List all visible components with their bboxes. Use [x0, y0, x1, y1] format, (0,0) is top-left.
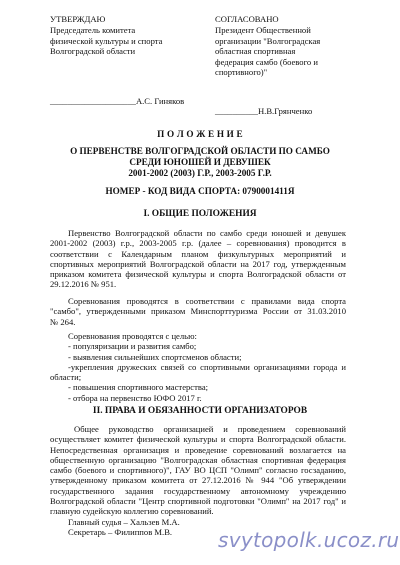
agreement-block	[215, 14, 320, 77]
text-line: приказом комитета физической культуры и спорта Волгоградской области от	[50, 269, 346, 280]
goals-list	[50, 331, 346, 403]
list-item: - выявления сильнейших спортсменов области;	[68, 351, 242, 362]
text-line: 2001-2002 (2003) г.р., 2003-2005 г.р. (далее – соревнования) проводится в	[50, 238, 346, 249]
agreement-line: областная спортивная	[215, 46, 296, 57]
section-heading: II. ПРАВА И ОБЯЗАННОСТИ ОРГАНИЗАТОРОВ	[92, 406, 308, 416]
list-item: области;	[50, 372, 82, 383]
paragraph	[50, 424, 346, 537]
text-line: 29.12.2016 № 951.	[50, 279, 117, 290]
agreement-line: спортивного)"	[215, 67, 268, 78]
list-item: - отбора на первенство ЮФО 2017 г.	[68, 392, 202, 403]
list-item: - повышения спортивного мастерства;	[68, 382, 209, 393]
section-heading: I. ОБЩИЕ ПОЛОЖЕНИЯ	[143, 209, 257, 219]
agreement-header: СОГЛАСОВАНО	[215, 14, 279, 24]
text-line: "самбо", утвержденными приказом Минспорттуризма России от 31.03.2010	[50, 306, 346, 317]
text-line: самбо (боевого и спортивного)", ГАУ ВО ЦСП "Олимп" согласно госзаданию,	[50, 465, 346, 476]
paragraph	[50, 228, 346, 290]
approval-signature: ____________________А.С. Гиняков	[50, 96, 185, 106]
text-line: общественную организацию "Волгоградская областная спортивная федерация	[50, 454, 346, 465]
text-line: Непосредственная организация и проведение соревнований возлагается на	[50, 444, 346, 455]
text-line: Соревнования проводятся в соответствии с правилами вида спорта	[68, 296, 346, 306]
paragraph	[50, 296, 346, 327]
approval-line: Председатель комитета	[50, 25, 136, 36]
agreement-line: Президент Общественной	[215, 25, 311, 36]
list-item: -укрепления дружеских связей со спортивными организациями города и	[68, 361, 346, 372]
text-line: государственного задания государственному автономному учреждению	[50, 485, 346, 496]
approval-header: УТВЕРЖДАЮ	[50, 14, 106, 24]
sport-code: НОМЕР - КОД ВИДА СПОРТА: 0790001411Я	[105, 186, 295, 196]
approval-line: Волгоградской области	[50, 46, 136, 57]
text-line: спортивных мероприятий Волгоградской области на 2017 год, утвержденным	[50, 258, 346, 269]
agreement-line: организации "Волгоградская	[215, 35, 321, 46]
secretary: Секретарь – Филиппов М.В.	[68, 526, 173, 537]
agreement-signature: __________Н.В.Грянченко	[215, 106, 313, 116]
approval-line: физической культуры и спорта	[50, 35, 163, 46]
text-line: соответствии с Календарным планом физкультурных мероприятий и	[50, 248, 346, 259]
title-line-2: СРЕДИ ЮНОШЕЙ И ДЕВУШЕК	[129, 157, 271, 167]
agreement-line: федерация самбо (боевого и	[215, 56, 318, 67]
text-line: Волгоградской области "Центр спортивной подготовки "Олимп" на 2017 год" и	[50, 496, 346, 507]
title-line-1: О ПЕРВЕНСТВЕ ВОЛГОГРАДСКОЙ ОБЛАСТИ ПО САМБО	[70, 146, 330, 156]
document-title: П О Л О Ж Е Н И Е	[157, 129, 243, 139]
watermark: svytopolk.ucoz.ru	[218, 528, 400, 552]
text-line: Первенство Волгоградской области по самбо среди юношей и девушек	[68, 228, 346, 238]
approval-block	[50, 14, 162, 57]
goals-intro: Соревнования проводятся с целью:	[68, 331, 197, 341]
title-line-3: 2001-2002 (2003) Г.Р., 2003-2005 Г.Р.	[128, 168, 272, 178]
text-line: утвержденному приказом комитета от 27.12.2016 № 944 "Об утверждении	[50, 475, 346, 486]
list-item: - популяризации и развития самбо;	[68, 341, 197, 352]
text-line: осуществляет комитет физической культуры и спорта Волгоградской области.	[50, 434, 346, 445]
chief-judge: Главный судья – Хальзев М.А.	[68, 516, 180, 527]
text-line: Общее руководство организацией и проведением соревнований	[74, 424, 346, 434]
text-line: главную судейскую коллегию соревнований.	[50, 506, 214, 517]
text-line: № 264.	[50, 316, 76, 327]
